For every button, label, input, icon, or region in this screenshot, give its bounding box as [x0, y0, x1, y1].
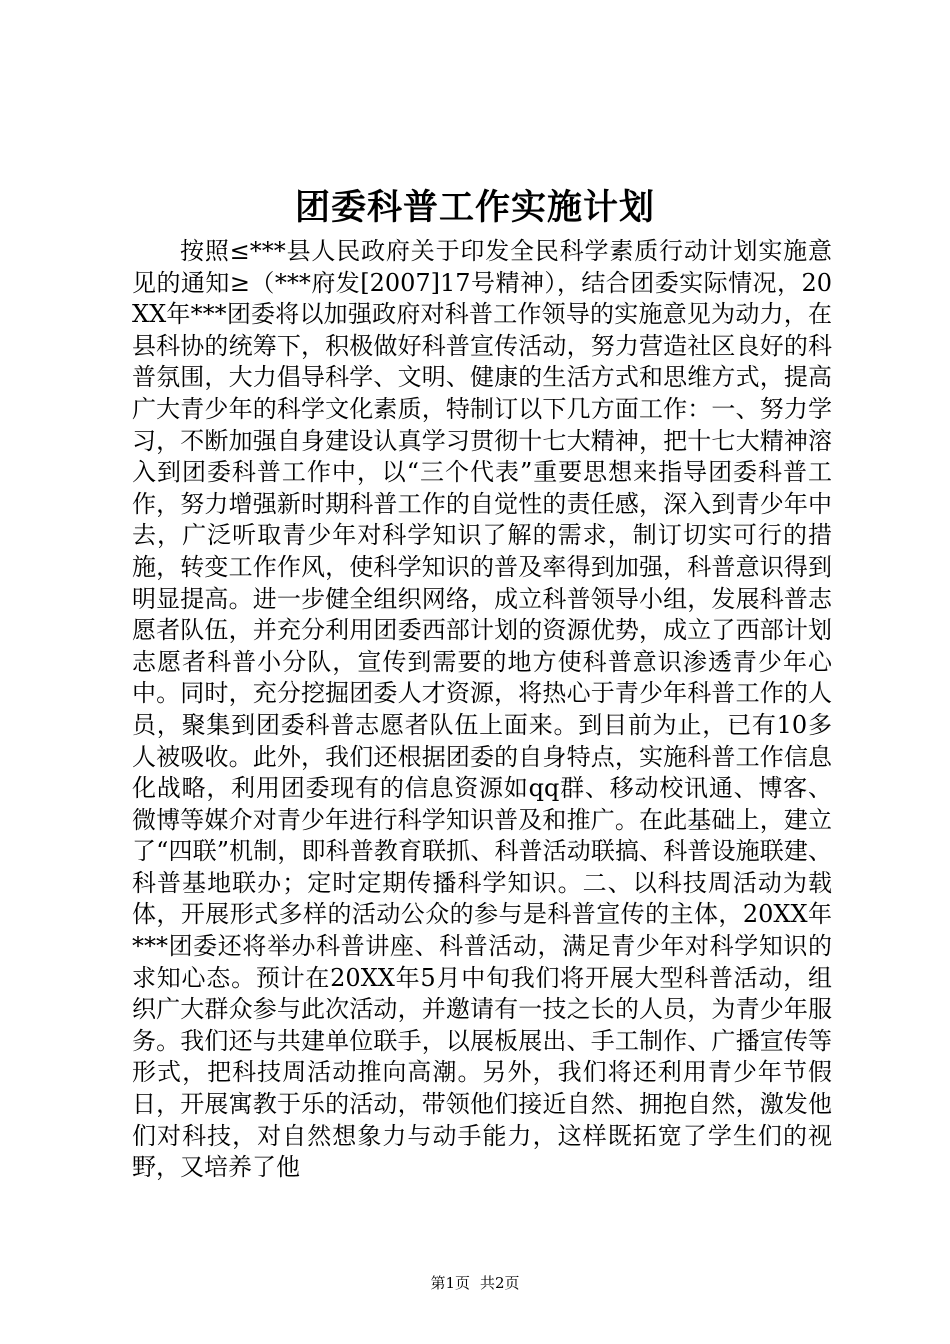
document-body: 按照≤***县人民政府关于印发全民科学素质行动计划实施意见的通知≥（***府发[2007]17号精神），结合团委实际情况，20XX年***团委将以加强政府对科普工作领导的实施意见为动力，在县科协的统筹下，积极做好科普宣传活动，努力营造社区良好的科普氛围，大力倡导科学、文明、健康的生活方式和思维方式，提高广大青少年的科学文化素质，特制订以下几方面工作：一、努力学习，不断加强自身建设认真学习贯彻十七大精神，把十七大精神溶入到团委科普工作中，以“三个代表”重要思想来指导团委科普工作，努力增强新时期科普工作的自觉性的责任感，深入到青少年中去，广泛听取青少年对科学知识了解的需求，制订切实可行的措施，转变工作作风，使科学知识的普及率得到加强，科普意识得到明显提高。进一步健全组织网络，成立科普领导小组，发展科普志愿者队伍，并充分利用团委西部计划的资源优势，成立了西部计划志愿者科普小分队，宣传到需要的地方使科普意识渗透青少年心中。同时，充分挖掘团委人才资源，将热心于青少年科普工作的人员，聚集到团委科普志愿者队伍上面来。到目前为止，已有10多人被吸收。此外，我们还根据团委的自身特点，实施科普工作信息化战略，利用团委现有的信息资源如qq群、移动校讯通、博客、微博等媒介对青少年进行科学知识普及和推广。在此基础上，建立了“四联”机制，即科普教育联抓、科普活动联搞、科普设施联建、科普基地联办；定时定期传播科学知识。二、以科技周活动为载体，开展形式多样的活动公众的参与是科普宣传的主体，20XX年***团委还将举办科普讲座、科普活动，满足青少年对科学知识的求知心态。预计在20XX年5月中旬我们将开展大型科普活动，组织广大群众参与此次活动，并邀请有一技之长的人员，为青少年服务。我们还与共建单位联手，以展板展出、手工制作、广播宣传等形式，把科技周活动推向高潮。另外，我们将还利用青少年节假日，开展寓教于乐的活动，带领他们接近自然、拥抱自然，激发他们对科技，对自然想象力与动手能力，这样既拓宽了学生们的视野，又培养了他: [132, 237, 832, 1182]
page-number-total: 共2页: [480, 1274, 520, 1292]
page-footer: [0, 1273, 950, 1293]
page-number-current: 第1页: [430, 1274, 470, 1292]
document-title: 团委科普工作实施计划: [294, 187, 655, 228]
